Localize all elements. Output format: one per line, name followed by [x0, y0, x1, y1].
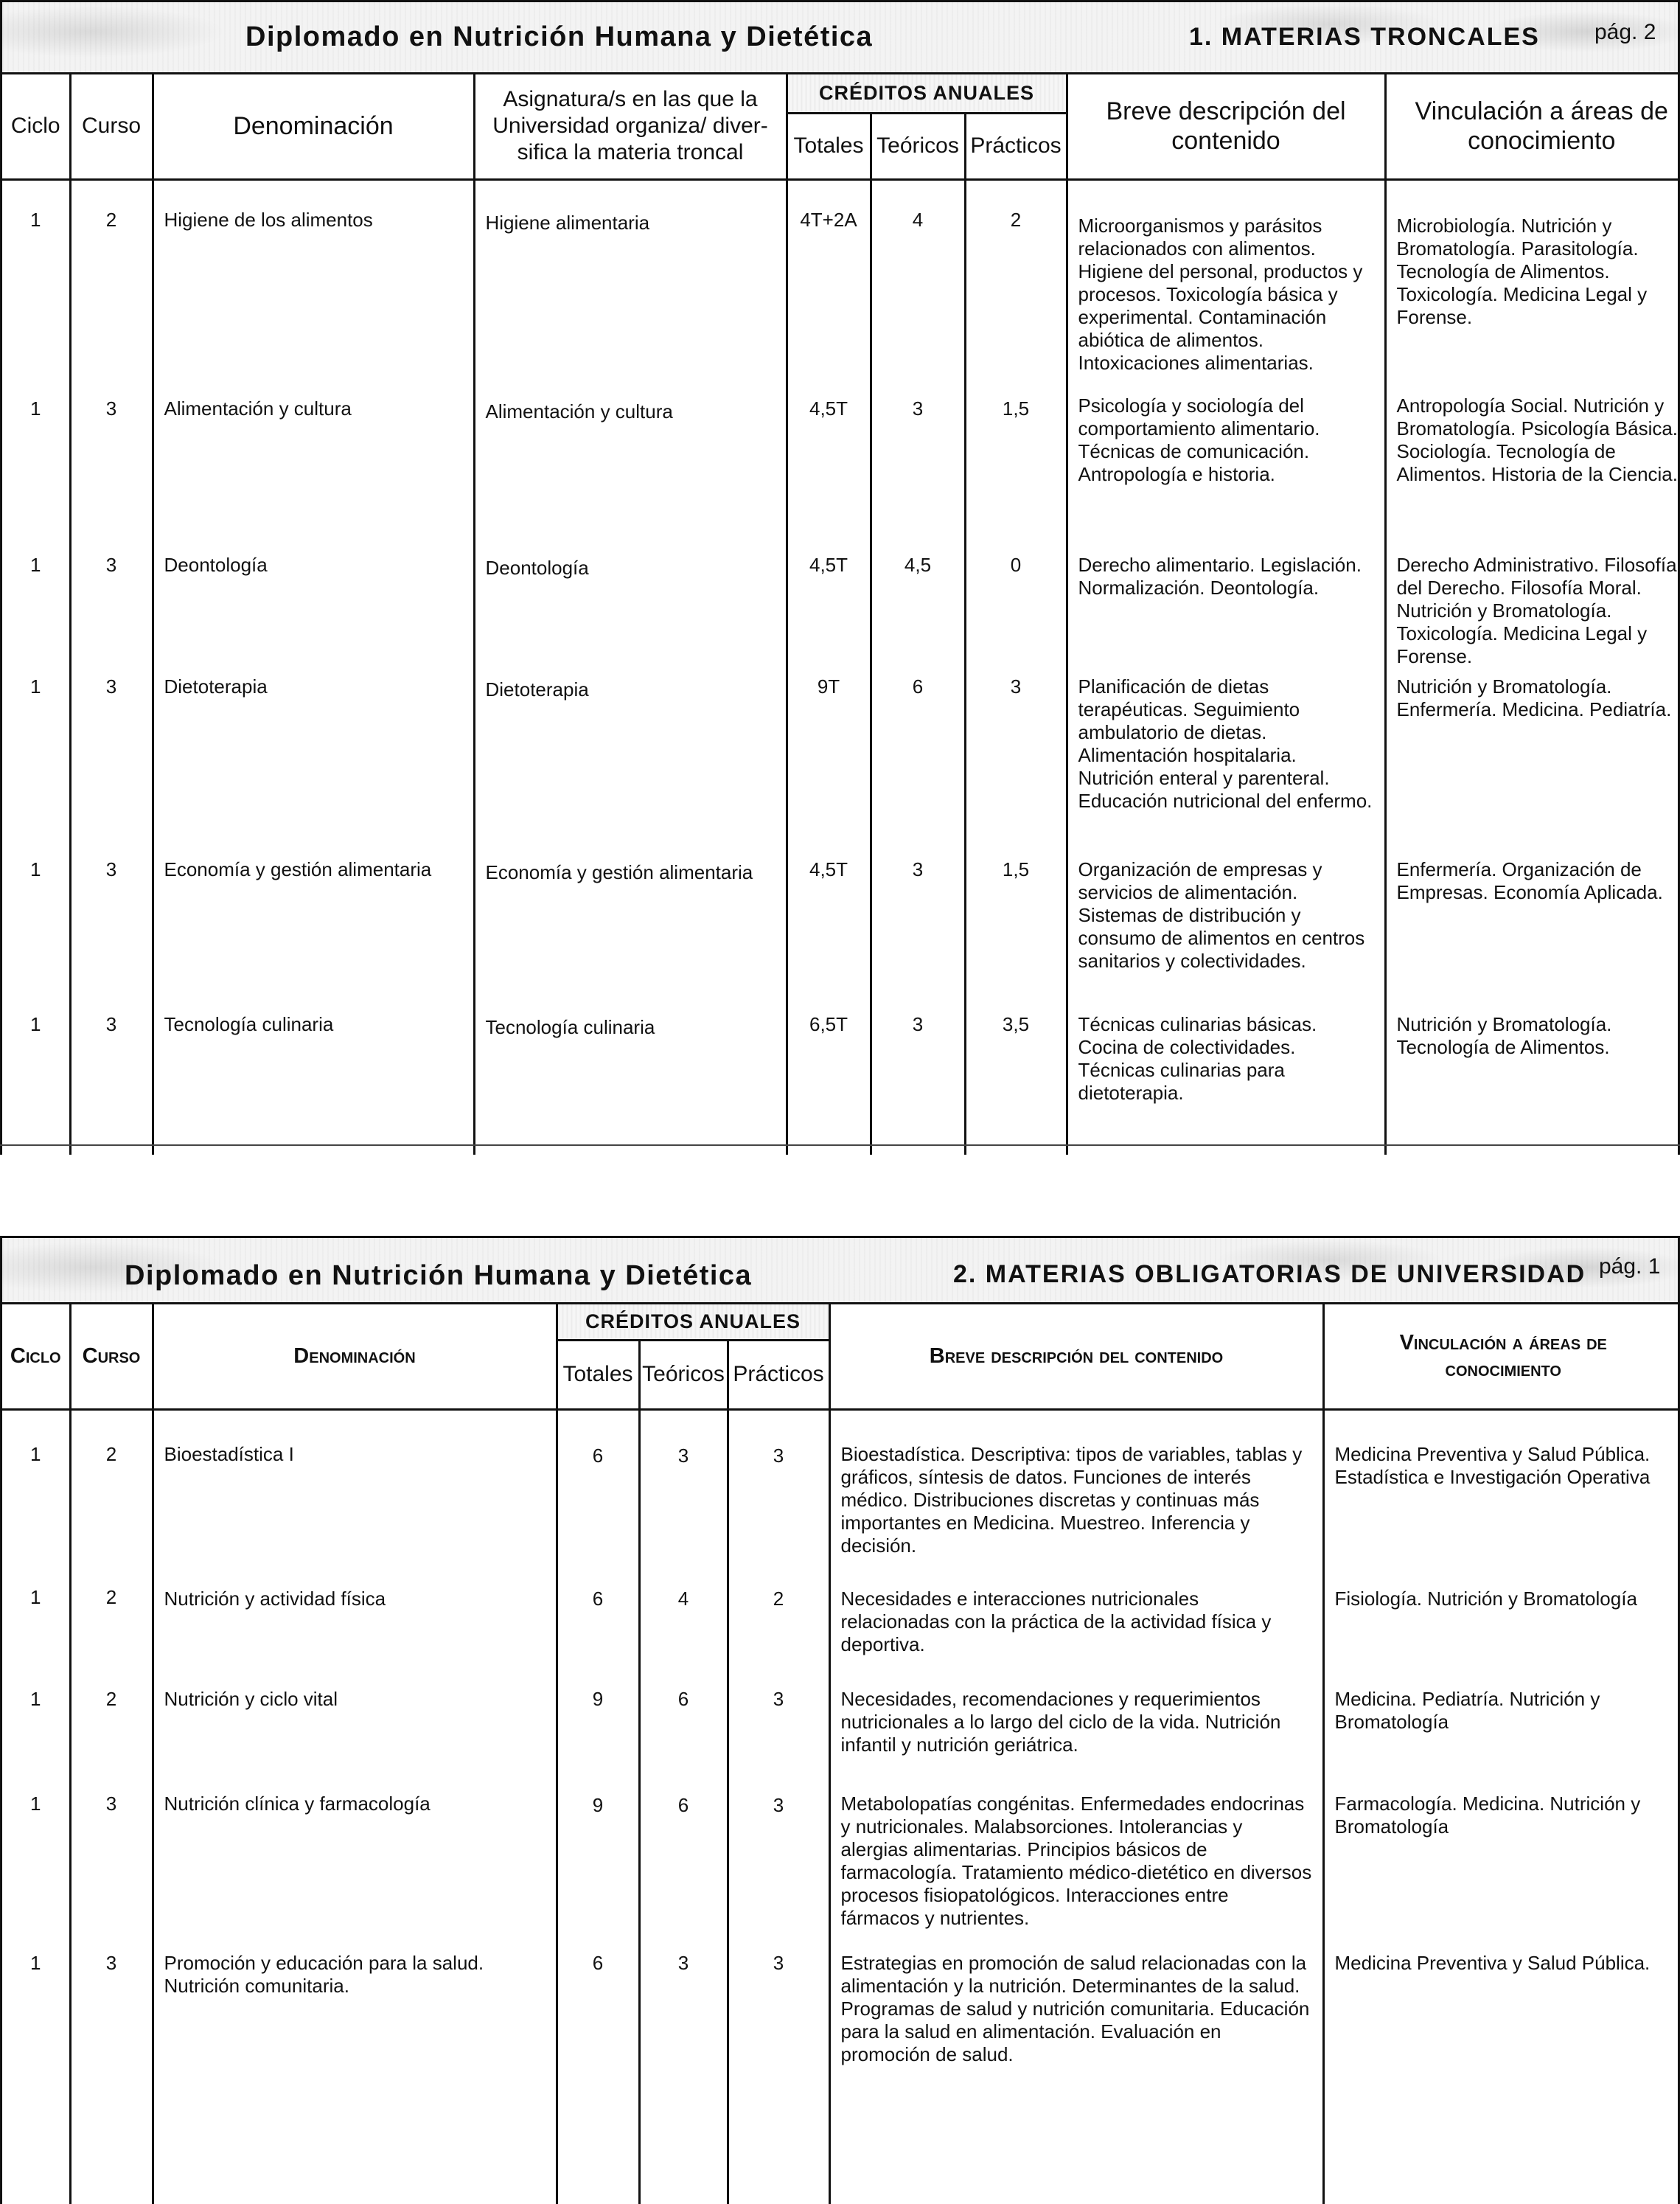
cell-vinculacion: Enfermería. Organización de Empresas. Economía Aplicada.: [1385, 845, 1680, 1000]
cell-descripcion: Bioestadística. Descriptiva: tipos de variables, tablas y gráficos, síntesis de datos. Funciones de interés médico. Distribuciones discretas y continuas más importantes en Medicina. Muestreo. Inferencia y decisión.: [829, 1409, 1323, 1570]
cell-ciclo: 1: [2, 179, 70, 380]
cell-totales: 6: [557, 1409, 639, 1570]
cell-teoricos: 3: [871, 380, 965, 533]
cell-practicos: 3: [728, 1409, 829, 1570]
cell-vinculacion: Medicina Preventiva y Salud Pública.: [1323, 1931, 1680, 2204]
cell-teoricos: 4,5: [871, 533, 965, 668]
table-row: [2, 380, 1680, 533]
cell-totales: 9: [557, 1776, 639, 1931]
cell-curso: 3: [70, 380, 153, 533]
header-practicos: Prácticos: [965, 113, 1067, 179]
cell-ciclo: 1: [2, 533, 70, 668]
cell-descripcion: Técnicas culinarias básicas. Cocina de colectividades. Técnicas culinarias para dietoterapia.: [1067, 1000, 1385, 1155]
cell-curso: 3: [70, 1931, 153, 2204]
troncales-section-title: 1. MATERIAS TRONCALES: [1189, 23, 1540, 51]
obligatorias-section-title: 2. MATERIAS OBLIGATORIAS DE UNIVERSIDAD: [953, 1260, 1586, 1288]
header-vinculacion: Vinculación a áreas de conocimiento: [1323, 1304, 1680, 1409]
cell-curso: 3: [70, 668, 153, 845]
cell-totales: 4T+2A: [787, 179, 871, 380]
cell-vinculacion: Medicina. Pediatría. Nutrición y Bromatología: [1323, 1673, 1680, 1776]
cell-totales: 4,5T: [787, 533, 871, 668]
cell-denominacion: Nutrición y actividad física: [153, 1570, 557, 1673]
header-practicos: Prácticos: [728, 1340, 829, 1409]
header-curso: Curso: [70, 1304, 153, 1409]
cell-teoricos: 3: [871, 1000, 965, 1155]
cell-denominacion: Bioestadística I: [153, 1409, 557, 1570]
table-row: [2, 533, 1680, 668]
table-row: [2, 845, 1680, 1000]
troncales-degree-title: Diplomado en Nutrición Humana y Dietética: [245, 21, 874, 52]
troncales-title-bar: [2, 2, 1678, 74]
cell-teoricos: 4: [639, 1570, 728, 1673]
cell-practicos: 3: [728, 1931, 829, 2204]
cell-asignatura: Tecnología culinaria: [474, 1000, 787, 1155]
cell-practicos: 0: [965, 533, 1067, 668]
cell-denominacion: Nutrición y ciclo vital: [153, 1673, 557, 1776]
obligatorias-page-label: pág. 1: [1599, 1254, 1661, 1279]
header-totales: Totales: [787, 113, 871, 179]
cell-curso: 2: [70, 1409, 153, 1570]
header-teoricos: Teóricos: [639, 1340, 728, 1409]
cell-vinculacion: Nutrición y Bromatología. Tecnología de Alimentos.: [1385, 1000, 1680, 1155]
cell-practicos: 1,5: [965, 845, 1067, 1000]
cell-ciclo: 1: [2, 668, 70, 845]
cell-ciclo: 1: [2, 1570, 70, 1673]
cell-practicos: 3: [728, 1776, 829, 1931]
table-row: [2, 1776, 1680, 1931]
header-vinculacion: Vinculación a áreas de conocimiento: [1385, 74, 1680, 179]
table-row: [2, 179, 1680, 380]
cell-descripcion: Organización de empresas y servicios de alimentación. Sistemas de distribución y consumo de alimentos en centros sanitarios y colectividades.: [1067, 845, 1385, 1000]
cell-totales: 9: [557, 1673, 639, 1776]
header-creditos-anuales: CRÉDITOS ANUALES: [787, 74, 1067, 113]
cell-descripcion: Necesidades e interacciones nutricionales relacionadas con la práctica de la actividad física y deportiva.: [829, 1570, 1323, 1673]
troncales-page-label: pág. 2: [1594, 20, 1656, 44]
cell-teoricos: 6: [639, 1776, 728, 1931]
header-descripcion: Breve descripción del contenido: [1067, 74, 1385, 179]
cell-denominacion: Higiene de los alimentos: [153, 179, 474, 380]
cell-curso: 3: [70, 1000, 153, 1155]
cell-denominacion: Dietoterapia: [153, 668, 474, 845]
cell-ciclo: 1: [2, 1776, 70, 1931]
cell-teoricos: 4: [871, 179, 965, 380]
obligatorias-degree-title: Diplomado en Nutrición Humana y Dietética: [125, 1260, 753, 1291]
cell-curso: 3: [70, 533, 153, 668]
cell-descripcion: Metabolopatías congénitas. Enfermedades endocrinas y nutricionales. Malabsorciones. Intolerancias y alergias alimentarias. Principios básicos de farmacología. Tratamiento médico-dietético en diversos procesos fisiopatológicos. Interacciones entre fármacos y nutrientes.: [829, 1776, 1323, 1931]
cell-practicos: 2: [965, 179, 1067, 380]
cell-descripcion: Necesidades, recomendaciones y requerimientos nutricionales a lo largo del ciclo de la vida. Nutrición infantil y nutrición geriátrica.: [829, 1673, 1323, 1776]
cell-descripcion: Microorganismos y parásitos relacionados con alimentos. Higiene del personal, productos y procesos. Toxicología básica y experimental. Contaminación abiótica de alimentos. Intoxicaciones alimentarias.: [1067, 179, 1385, 380]
cell-totales: 6: [557, 1570, 639, 1673]
cell-curso: 2: [70, 1570, 153, 1673]
table-row: [2, 1673, 1680, 1776]
header-denominacion: Denominación: [153, 1304, 557, 1409]
cell-teoricos: 3: [639, 1409, 728, 1570]
cell-curso: 2: [70, 1673, 153, 1776]
cell-totales: 4,5T: [787, 380, 871, 533]
cell-teoricos: 6: [639, 1673, 728, 1776]
cell-descripcion: Estrategias en promoción de salud relacionadas con la alimentación y la nutrición. Determinantes de la salud. Programas de salud y nutrición comunitaria. Educación para la salud en alimentación. Evaluación en promoción de salud.: [829, 1931, 1323, 2204]
cell-totales: 6: [557, 1931, 639, 2204]
cell-denominacion: Economía y gestión alimentaria: [153, 845, 474, 1000]
header-creditos-anuales: CRÉDITOS ANUALES: [557, 1304, 829, 1340]
cell-practicos: 3,5: [965, 1000, 1067, 1155]
cell-denominacion: Deontología: [153, 533, 474, 668]
cell-ciclo: 1: [2, 845, 70, 1000]
cell-ciclo: 1: [2, 1409, 70, 1570]
cell-vinculacion: Nutrición y Bromatología. Enfermería. Medicina. Pediatría.: [1385, 668, 1680, 845]
cell-practicos: 3: [728, 1673, 829, 1776]
table-row: [2, 668, 1680, 845]
cell-denominacion: Tecnología culinaria: [153, 1000, 474, 1155]
cell-totales: 6,5T: [787, 1000, 871, 1155]
cell-vinculacion: Antropología Social. Nutrición y Bromatología. Psicología Básica. Sociología. Tecnología de Alimentos. Historia de la Ciencia.: [1385, 380, 1680, 533]
header-teoricos: Teóricos: [871, 113, 965, 179]
cell-totales: 9T: [787, 668, 871, 845]
obligatorias-table-frame: [0, 1236, 1680, 2204]
cell-denominacion: Nutrición clínica y farmacología: [153, 1776, 557, 1931]
cell-ciclo: 1: [2, 1673, 70, 1776]
cell-curso: 3: [70, 1776, 153, 1931]
cell-curso: 2: [70, 179, 153, 380]
cell-vinculacion: Medicina Preventiva y Salud Pública. Estadística e Investigación Operativa: [1323, 1409, 1680, 1570]
cell-descripcion: Planificación de dietas terapéuticas. Seguimiento ambulatorio de dietas. Alimentación hospitalaria. Nutrición enteral y parenteral. Educación nutricional del enfermo.: [1067, 668, 1385, 845]
header-denominacion: Denominación: [153, 74, 474, 179]
cell-teoricos: 6: [871, 668, 965, 845]
cell-practicos: 1,5: [965, 380, 1067, 533]
cell-asignatura: Dietoterapia: [474, 668, 787, 845]
obligatorias-table: [2, 1304, 1680, 2204]
cell-totales: 4,5T: [787, 845, 871, 1000]
cell-descripcion: Derecho alimentario. Legislación. Normalización. Deontología.: [1067, 533, 1385, 668]
cell-ciclo: 1: [2, 1000, 70, 1155]
cell-teoricos: 3: [639, 1931, 728, 2204]
bottom-edge-line: [0, 1144, 1680, 1146]
cell-asignatura: Deontología: [474, 533, 787, 668]
cell-practicos: 3: [965, 668, 1067, 845]
header-curso: Curso: [70, 74, 153, 179]
cell-denominacion: Alimentación y cultura: [153, 380, 474, 533]
obligatorias-title-bar: [2, 1238, 1678, 1304]
cell-ciclo: 1: [2, 380, 70, 533]
header-totales: Totales: [557, 1340, 639, 1409]
table-row: [2, 1409, 1680, 1570]
header-asignatura: Asignatura/s en las que la Universidad organiza/ diver-sifica la materia troncal: [474, 74, 787, 179]
cell-practicos: 2: [728, 1570, 829, 1673]
cell-vinculacion: Farmacología. Medicina. Nutrición y Bromatología: [1323, 1776, 1680, 1931]
cell-denominacion: Promoción y educación para la salud. Nutrición comunitaria.: [153, 1931, 557, 2204]
cell-vinculacion: Fisiología. Nutrición y Bromatología: [1323, 1570, 1680, 1673]
cell-vinculacion: Derecho Administrativo. Filosofía del Derecho. Filosofía Moral. Nutrición y Bromatología. Toxicología. Medicina Legal y Forense.: [1385, 533, 1680, 668]
cell-asignatura: Economía y gestión alimentaria: [474, 845, 787, 1000]
table-row: [2, 1931, 1680, 2204]
header-descripcion: Breve descripción del contenido: [829, 1304, 1323, 1409]
table-row: [2, 1570, 1680, 1673]
table-row: [2, 1000, 1680, 1155]
cell-ciclo: 1: [2, 1931, 70, 2204]
header-ciclo: Ciclo: [2, 1304, 70, 1409]
page-materias-obligatorias: [0, 1236, 1680, 2204]
cell-curso: 3: [70, 845, 153, 1000]
cell-descripcion: Psicología y sociología del comportamiento alimentario. Técnicas de comunicación. Antropología e historia.: [1067, 380, 1385, 533]
troncales-table: [2, 74, 1680, 1155]
header-ciclo: Ciclo: [2, 74, 70, 179]
cell-asignatura: Higiene alimentaria: [474, 179, 787, 380]
cell-asignatura: Alimentación y cultura: [474, 380, 787, 533]
cell-teoricos: 3: [871, 845, 965, 1000]
cell-vinculacion: Microbiología. Nutrición y Bromatología. Parasitología. Tecnología de Alimentos. Toxicología. Medicina Legal y Forense.: [1385, 179, 1680, 380]
